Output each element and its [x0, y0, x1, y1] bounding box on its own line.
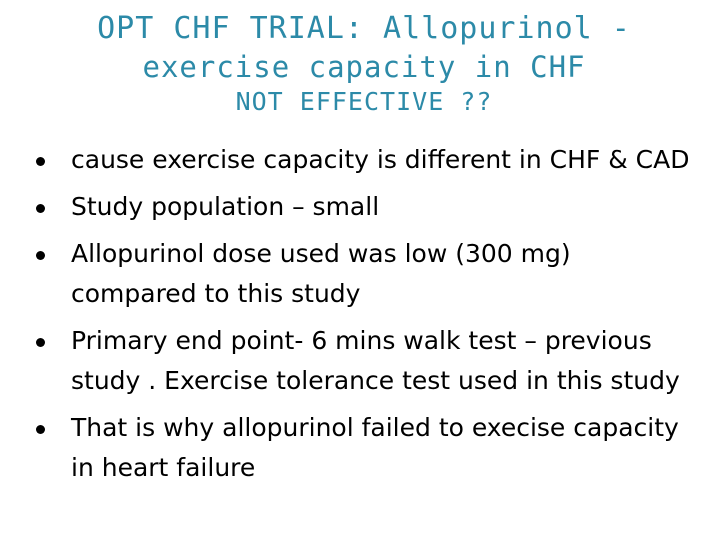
bullet-dot-icon — [36, 425, 45, 434]
bullet-item — [36, 408, 696, 488]
bullet-text: Primary end point- 6 mins walk test – previous study . Exercise tolerance test used in this study — [71, 326, 680, 395]
bullet-dot-icon — [36, 251, 45, 260]
title-line-3: NOT EFFECTIVE ?? — [235, 87, 493, 116]
bullet-item — [36, 140, 696, 180]
bullet-item — [36, 187, 696, 227]
bullet-text: cause exercise capacity is different in CHF & CAD — [71, 145, 690, 174]
bullet-text: That is why allopurinol failed to execise capacity in heart failure — [71, 413, 679, 482]
bullet-list — [36, 140, 696, 495]
bullet-dot-icon — [36, 157, 45, 166]
bullet-item — [36, 321, 696, 401]
bullet-item — [36, 234, 696, 314]
bullet-dot-icon — [36, 204, 45, 213]
bullet-dot-icon — [36, 338, 45, 347]
bullet-text: Allopurinol dose used was low (300 mg) compared to this study — [71, 239, 571, 308]
bullet-text: Study population – small — [71, 192, 380, 221]
title-line-1: OPT CHF TRIAL: Allopurinol - — [97, 11, 631, 46]
title-line-2: exercise capacity in CHF — [142, 50, 586, 84]
slide-title — [0, 10, 728, 118]
